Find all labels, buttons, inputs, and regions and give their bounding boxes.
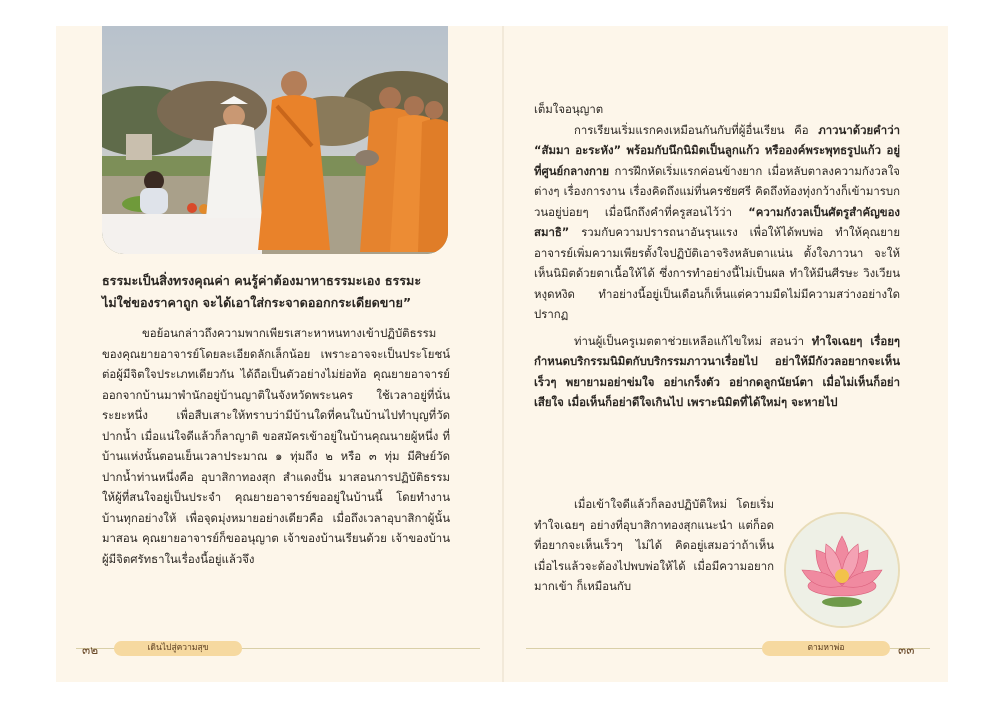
page-gutter [502,26,504,682]
book-spread [56,26,948,682]
alms-offering-photo [102,26,448,254]
right-running-head: ตามหาพ่อ [762,641,890,656]
left-body-text: ขอย้อนกล่าวถึงความพากเพียรเสาะหาหนทางเข้าปฏิบัติธรรมของคุณยายอาจารย์โดยละเอียดลักเล็กน้อย เพราะอาจจะเป็นประโยชน์ต่อผู้มีจิตใจประเภทเดียวกัน ได้ถือเป็นตัวอย่างไม่ย่อท้อ คุณยายอาจารย์ออกจากบ้านมาพำนักอยู่บ้านญาติในจังหวัดพระนคร ใช้เวลาอยู่ที่นั่นระยะหนึ่ง เพื่อสืบเสาะให้ทราบว่ามีบ้านใดที่คนในบ้านไปทำบุญที่วัดปากน้ำ เมื่อแน่ใจดีแล้วก็ลาญาติ ขอสมัครเข้าอยู่ในบ้านคุณนายผู้หนึ่ง ที่บ้านแห่งนั้นตอนเย็นเวลาประมาณ ๑ ทุ่มถึง ๒ หรือ ๓ ทุ่ม มีศิษย์วัดปากน้ำท่านหนึ่งคือ อุบาสิกาทองสุก สำแดงปั้น มาสอนการปฏิบัติธรรมให้ผู้ที่สนใจอยู่เป็นประจำ คุณยายอาจารย์ขออยู่ในบ้านนี้ โดยทำงานบ้านทุกอย่างให้ เพื่อจุดมุ่งหมายอย่างเดียวคือ เมื่อถึงเวลาอุบาสิกาผู้นั้นมาสอน คุณยายอาจารย์ก็ขออนุญาต เจ้าของบ้านเรียนด้วย เจ้าของบ้านผู้มีจิตศรัทธาในเรื่องนี้อยู่แล้วจึง [102,326,450,566]
right-paragraph-0: เต็มใจอนุญาต [534,102,604,116]
left-page-number: ๓๒ [82,643,99,657]
left-running-head: เดินไปสู่ความสุข [114,641,242,656]
lotus-flower-image [784,512,900,628]
highlight-quote: ธรรมะเป็นสิ่งทรงคุณค่า คนรู้ค่าต้องมาหาธรรมะเอง ธรรมะไม่ใช่ของราคาถูก จะได้เอาใส่กระจาดออกกระเดียดขาย” [102,273,422,310]
right-paragraph-3: เมื่อเข้าใจดีแล้วก็ลองปฏิบัติใหม่ โดยเริ่มทำใจเฉยๆ อย่างที่อุบาสิกาทองสุกแนะนำ แต่ก็อดที่อยากจะเห็นเร็วๆ ไม่ได้ คิดอยู่เสมอว่าถ้าเห็นเมื่อไรแล้วจะต้องไปพบพ่อให้ได้ เมื่อมีความอยากมากเข้า ก็เหมือนกับ [534,497,774,593]
right-page-number: ๓๓ [898,643,915,657]
left-body-paragraph [102,323,450,569]
right-paragraph-1: การเรียนเริ่มแรกคงเหมือนกันกับที่ผู้อื่นเรียน คือ ภาวนาด้วยคำว่า “สัมมา อะระหัง” พร้อมกับนึกนิมิตเป็นลูกแก้ว หรือองค์พระพุทธรูปแก้ว อยู่ที่ศูนย์กลางกาย การฝึกหัดเริ่มแรกค่อนข้างยาก เมื่อหลับตาลงความกังวลใจต่างๆ เรื่องการงาน เรื่องคิดถึงแม่ที่นครชัยศรี คิดถึงท้องทุ่งกว้างก็เข้ามารบกวนอยู่บ่อยๆ เมื่อนึกถึงคำที่ครูสอนไว้ว่า “ความกังวลเป็นศัตรูสำคัญของสมาธิ” รวมกับความปรารถนาอันรุนแรง เพื่อให้ได้พบพ่อ ทำให้คุณยายอาจารย์เพิ่มความเพียรตั้งใจปฏิบัติเอาจริงหลับตาแน่น ตั้งใจภาวนา จะให้เห็นนิมิตด้วยตาเนื้อให้ได้ ซึ่งการทำอย่างนี้ไม่เป็นผล ทำให้มีนศีรษะ วิงเวียน หงุดหงิด ทำอย่างนี้อยู่เป็นเดือนก็เห็นแต่ความมืดไม่มีความสว่างอย่างใดปรากฏ [534,122,900,321]
right-paragraph-2: ท่านผู้เป็นครูเมตตาช่วยเหลือแก้ไขใหม่ สอนว่า ทำใจเฉยๆ เรื่อยๆ กำหนดบริกรรมนิมิตกับบริกรรมภาวนาเรื่อยไป อย่าให้มีกังวลอยากจะเห็นเร็วๆ พยายามอย่าข่มใจ อย่าเกร็งตัว อย่ากดลูกนัยน์ตา เมื่อไม่เห็นก็อย่าเสียใจ เมื่อเห็นก็อย่าดีใจเกินไป เพราะนิมิตที่ได้ใหม่ๆ จะหายไป [534,333,901,409]
